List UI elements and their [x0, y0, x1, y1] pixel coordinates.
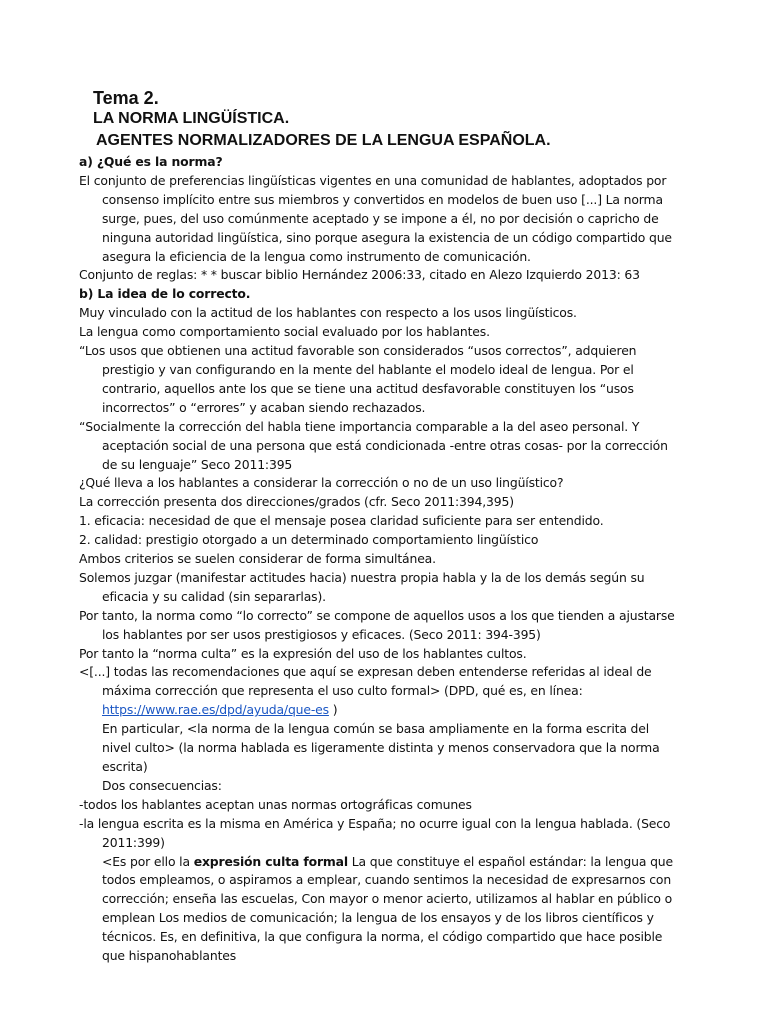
document-subtitle: AGENTES NORMALIZADORES DE LA LENGUA ESPAÑOLA.: [96, 132, 551, 149]
document-title: LA NORMA LINGÜÍSTICA.: [93, 110, 290, 127]
quote-close: ): [328, 702, 338, 718]
list-item: -todos los hablantes aceptan unas normas ortográficas comunes: [79, 796, 472, 812]
bold-term: expresión culta formal: [193, 853, 348, 869]
quote-paragraph: [79, 663, 679, 720]
section-heading-a: a) ¿Qué es la norma?: [79, 154, 223, 169]
paragraph: Ambos criterios se suelen considerar de forma simultánea.: [79, 551, 436, 567]
text-run: <Es por ello la: [102, 853, 194, 869]
list-item: -la lengua escrita es la misma en América y España; no ocurre igual con la lengua hablada. (Seco 2011:399): [79, 815, 671, 850]
list-item: 1. eficacia: necesidad de que el mensaje posea claridad suficiente para ser entendido.: [79, 513, 604, 529]
paragraph: Por tanto, la norma como “lo correcto” se compone de aquellos usos a los que tienden a ajustarse los hablantes por ser usos prestigiosos y eficaces. (Seco 2011: 394-395): [79, 607, 675, 642]
paragraph: Por tanto la “norma culta” es la expresión del uso de los hablantes cultos.: [79, 645, 527, 661]
paragraph-indented: [79, 853, 679, 966]
dpd-link[interactable]: https://www.rae.es/dpd/ayuda/que-es: [102, 702, 329, 718]
paragraph-indented: En particular, <la norma de la lengua común se basa ampliamente en la forma escrita del nivel culto> (la norma hablada es ligeramente distinta y menos conservadora que la norma escrita): [102, 721, 660, 774]
paragraph: La lengua como comportamiento social evaluado por los hablantes.: [79, 324, 490, 340]
paragraph-indented: Dos consecuencias:: [102, 777, 222, 793]
section-heading-b: b) La idea de lo correcto.: [79, 286, 251, 302]
quote-text: <[...] todas las recomendaciones que aquí se expresan deben entenderse referidas al ideal de máxima corrección que representa el uso culto formal> (DPD, qué es, en línea:: [79, 664, 652, 699]
list-item: 2. calidad: prestigio otorgado a un determinado comportamiento lingüístico: [79, 532, 539, 548]
paragraph: ¿Qué lleva a los hablantes a considerar la corrección o no de un uso lingüístico?: [79, 475, 564, 491]
paragraph: Solemos juzgar (manifestar actitudes hacia) nuestra propia habla y la de los demás según su eficacia y su calidad (sin separarlas).: [79, 569, 645, 604]
paragraph-definition: El conjunto de preferencias lingüísticas vigentes en una comunidad de hablantes, adoptados por consenso implícito entre sus miembros y convertidos en modelos de buen uso [...] La norma surge, pues, del uso comúnmente aceptado y se impone a él, no por decisión o capricho de ninguna autoridad lingüística, sino porque asegura la existencia de un código compartido que asegura la eficiencia de la lengua como instrumento de comunicación.: [79, 172, 672, 264]
topic-number: Tema 2.: [93, 88, 159, 108]
document-body: [79, 153, 679, 966]
paragraph-reglas: Conjunto de reglas: * * buscar biblio Hernández 2006:33, citado en Alezo Izquierdo 2013: 63: [79, 267, 640, 283]
paragraph: Muy vinculado con la actitud de los hablantes con respecto a los usos lingüísticos.: [79, 305, 577, 321]
paragraph: La corrección presenta dos direcciones/grados (cfr. Seco 2011:394,395): [79, 494, 514, 510]
text-run: La que constituye el español estándar: la lengua que todos empleamos, o aspiramos a emplear, cuando sentimos la necesidad de expresarnos con corrección; enseña las escuelas, Con mayor o menor acierto, utilizamos al hablar en público o emplean Los medios de comunicación; la lengua de los ensayos y de los libros científicos y técnicos. Es, en definitiva, la que configura la norma, el código compartido que hace posible que hispanohablantes: [102, 853, 673, 964]
quote-paragraph: “Socialmente la corrección del habla tiene importancia comparable a la del aseo personal. Y aceptación social de una persona que está condicionada -entre otras cosas- por la corrección de su lenguaje” Seco 2011:395: [79, 418, 668, 472]
quote-paragraph: “Los usos que obtienen una actitud favorable son considerados “usos correctos”, adquieren prestigio y van configurando en la mente del hablante el modelo ideal de lengua. Por el contrario, aquellos ante los que se tiene una actitud desfavorable constituyen los “usos incorrectos” o “errores” y acaban siendo rechazados.: [79, 343, 637, 415]
